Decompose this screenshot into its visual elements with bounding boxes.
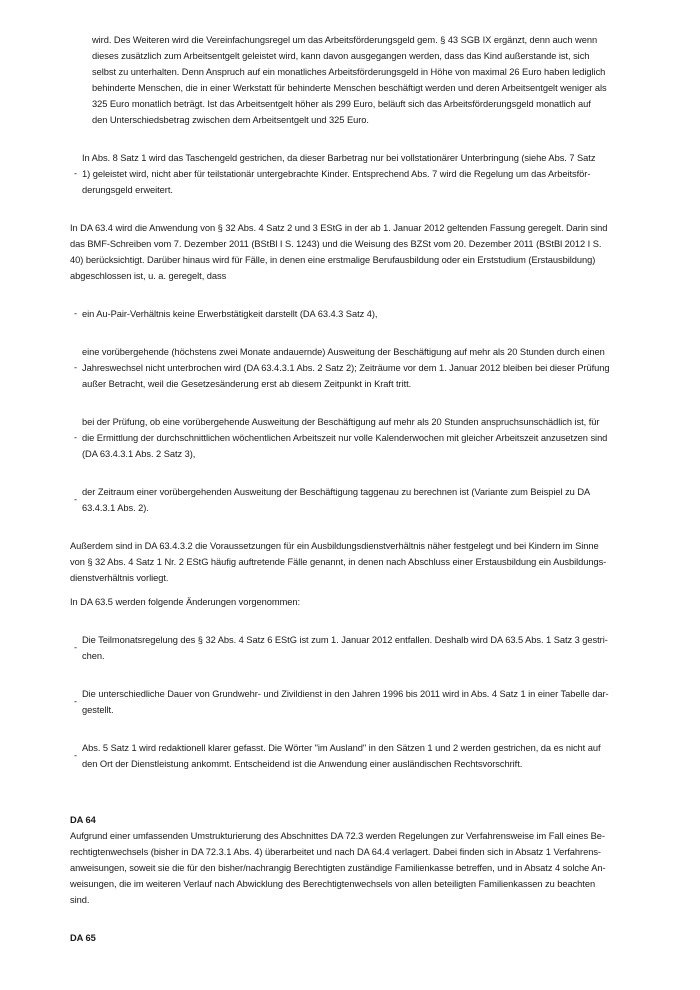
text-line: DA 65 xyxy=(70,933,96,943)
text-line: 63.4.3.1 Abs. 2). xyxy=(82,503,149,513)
text-line: wird. Des Weiteren wird die Vereinfachungsregel um das Arbeitsförderungsgeld gem. § 43 SGB IX ergänzt, denn auch wenn xyxy=(92,35,598,45)
paragraph xyxy=(92,32,700,128)
dash-marker: - xyxy=(74,642,78,653)
text-line: das BMF-Schreiben vom 7. Dezember 2011 (BStBl I S. 1243) und die Weisung des BZSt vom 20. Dezember 2011 (BStBl 2012 I S. xyxy=(70,239,602,249)
list-item xyxy=(70,150,700,198)
dash-marker: - xyxy=(74,696,78,707)
list-item xyxy=(70,686,700,718)
text-line: der Zeitraum einer vorübergehenden Ausweitung der Beschäftigung taggenau zu berechnen ist (Variante zum Beispiel zu DA xyxy=(82,487,591,497)
text-line: weisungen, die im weiteren Verlauf nach Abwicklung des Berechtigtenwechsels von allen beteiligten Familienkassen zu beachten xyxy=(70,879,596,889)
text-line: derungsgeld erweitert. xyxy=(82,185,173,195)
text-line: Die Teilmonatsregelung des § 32 Abs. 4 Satz 6 EStG ist zum 1. Januar 2012 entfallen. Deshalb wird DA 63.5 Abs. 1 Satz 3 gestri- xyxy=(82,635,608,645)
text-line: 40) berücksichtigt. Darüber hinaus wird für Fälle, in denen eine erstmalige Berufausbildung oder ein Erststudium (Erstausbildung) xyxy=(70,255,596,265)
text-line: In DA 63.5 werden folgende Änderungen vorgenommen: xyxy=(70,597,301,607)
text-line: den Ort der Dienstleistung ankommt. Entscheidend ist die Anwendung einer ausländischen Rechtsvorschrift. xyxy=(82,759,523,769)
dash-marker: - xyxy=(74,750,78,761)
text-line: dieses zusätzlich zum Arbeitsentgelt geleistet wird, kann davon ausgegangen werden, dass das Kind außerstande ist, sich xyxy=(92,51,590,61)
text-line: bei der Prüfung, ob eine vorübergehende Ausweitung der Beschäftigung auf mehr als 20 Stunden anspruchsunschädlich ist, für xyxy=(82,417,600,427)
text-line: chen. xyxy=(82,651,105,661)
paragraph xyxy=(70,828,700,908)
text-line: Jahreswechsel nicht unterbrochen wird (DA 63.4.3.1 Abs. 2 Satz 2); Zeiträume vor dem 1. Januar 2012 bleiben bei dieser Prüfung xyxy=(82,363,610,373)
text-line: Die unterschiedliche Dauer von Grundwehr- und Zivildienst in den Jahren 1996 bis 2011 wird in Abs. 4 Satz 1 in einer Tabelle dar- xyxy=(82,689,609,699)
paragraph xyxy=(70,594,700,610)
list-item xyxy=(70,740,700,772)
text-line: eine vorübergehende (höchstens zwei Monate andauernde) Ausweitung der Beschäftigung auf mehr als 20 Stunden durch einen xyxy=(82,347,605,357)
dash-marker: - xyxy=(74,432,78,443)
dash-marker: - xyxy=(74,308,78,319)
section-heading xyxy=(70,930,700,946)
list-item xyxy=(70,414,700,462)
text-line: Abs. 5 Satz 1 wird redaktionell klarer gefasst. Die Wörter "im Ausland" in den Sätzen 1 und 2 werden gestrichen, da es nicht auf xyxy=(82,743,601,753)
text-line: selbst zu unterhalten. Denn Anspruch auf ein monatliches Arbeitsförderungsgeld in Höhe von maximal 26 Euro haben lediglich xyxy=(92,67,606,77)
text-line: In Abs. 8 Satz 1 wird das Taschengeld gestrichen, da dieser Barbetrag nur bei vollstationärer Unterbringung (siehe Abs. 7 Satz xyxy=(82,153,596,163)
text-line: dienstverhältnis vorliegt. xyxy=(70,573,169,583)
text-line: Aufgrund einer umfassenden Umstrukturierung des Abschnittes DA 72.3 werden Regelungen zur Verfahrensweise im Fall eines Be- xyxy=(70,831,605,841)
text-line: von § 32 Abs. 4 Satz 1 Nr. 2 EStG häufig auftretende Fälle genannt, in denen nach Abschluss einer Erstausbildung ein Ausbildungs- xyxy=(70,557,607,567)
dash-marker: - xyxy=(74,168,78,179)
text-line: 325 Euro monatlich beträgt. Ist das Arbeitsentgelt höher als 299 Euro, beläuft sich das Arbeitsförderungsgeld monatlich auf xyxy=(92,99,591,109)
text-line: behinderte Menschen, die in einer Werkstatt für behinderte Menschen beschäftigt werden und deren Arbeitsentgelt weniger als xyxy=(92,83,607,93)
text-line: DA 64 xyxy=(70,815,96,825)
text-line: ein Au-Pair-Verhältnis keine Erwerbstätigkeit darstellt (DA 63.4.3 Satz 4), xyxy=(82,309,378,319)
list-item xyxy=(70,632,700,664)
text-line: sind. xyxy=(70,895,90,905)
paragraph xyxy=(70,220,700,284)
text-line: Außerdem sind in DA 63.4.3.2 die Voraussetzungen für ein Ausbildungsdienstverhältnis näher festgelegt und bei Kindern im Sinne xyxy=(70,541,599,551)
text-line: In DA 63.4 wird die Anwendung von § 32 Abs. 4 Satz 2 und 3 EStG in der ab 1. Januar 2012 geltenden Fassung geregelt. Darin sind xyxy=(70,223,608,233)
list-item xyxy=(70,344,700,392)
text-line: gestellt. xyxy=(82,705,114,715)
text-line: rechtigtenwechsels (bisher in DA 72.3.1 Abs. 4) überarbeitet und nach DA 64.4 verlagert. Dabei finden sich in Absatz 1 Verfahrens- xyxy=(70,847,601,857)
list-item xyxy=(70,484,700,516)
dash-marker: - xyxy=(74,362,78,373)
text-line: (DA 63.4.3.1 Abs. 2 Satz 3), xyxy=(82,449,196,459)
text-line: 1) geleistet wird, nicht aber für teilstationär untergebrachte Kinder. Entsprechend Abs. 7 wird die Regelung um das Arbeitsför- xyxy=(82,169,591,179)
paragraph xyxy=(70,538,700,586)
text-line: den Unterschiedsbetrag zwischen dem Arbeitsentgelt und 325 Euro. xyxy=(92,115,369,125)
text-line: außer Betracht, weil die Gesetzesänderung erst ab diesem Zeitpunkt in Kraft tritt. xyxy=(82,379,412,389)
dash-marker: - xyxy=(74,494,78,505)
text-line: anweisungen, soweit sie die für den bisher/nachrangig Berechtigten zuständige Familienkasse betreffen, und in Absatz 4 solche An- xyxy=(70,863,606,873)
list-item xyxy=(70,306,700,322)
text-line: abgeschlossen ist, u. a. geregelt, dass xyxy=(70,271,227,281)
text-line: die Ermittlung der durchschnittlichen wöchentlichen Arbeitszeit nur volle Kalenderwochen mit gleicher Arbeitszeit anzusetzen sind xyxy=(82,433,608,443)
section-heading xyxy=(70,812,700,828)
